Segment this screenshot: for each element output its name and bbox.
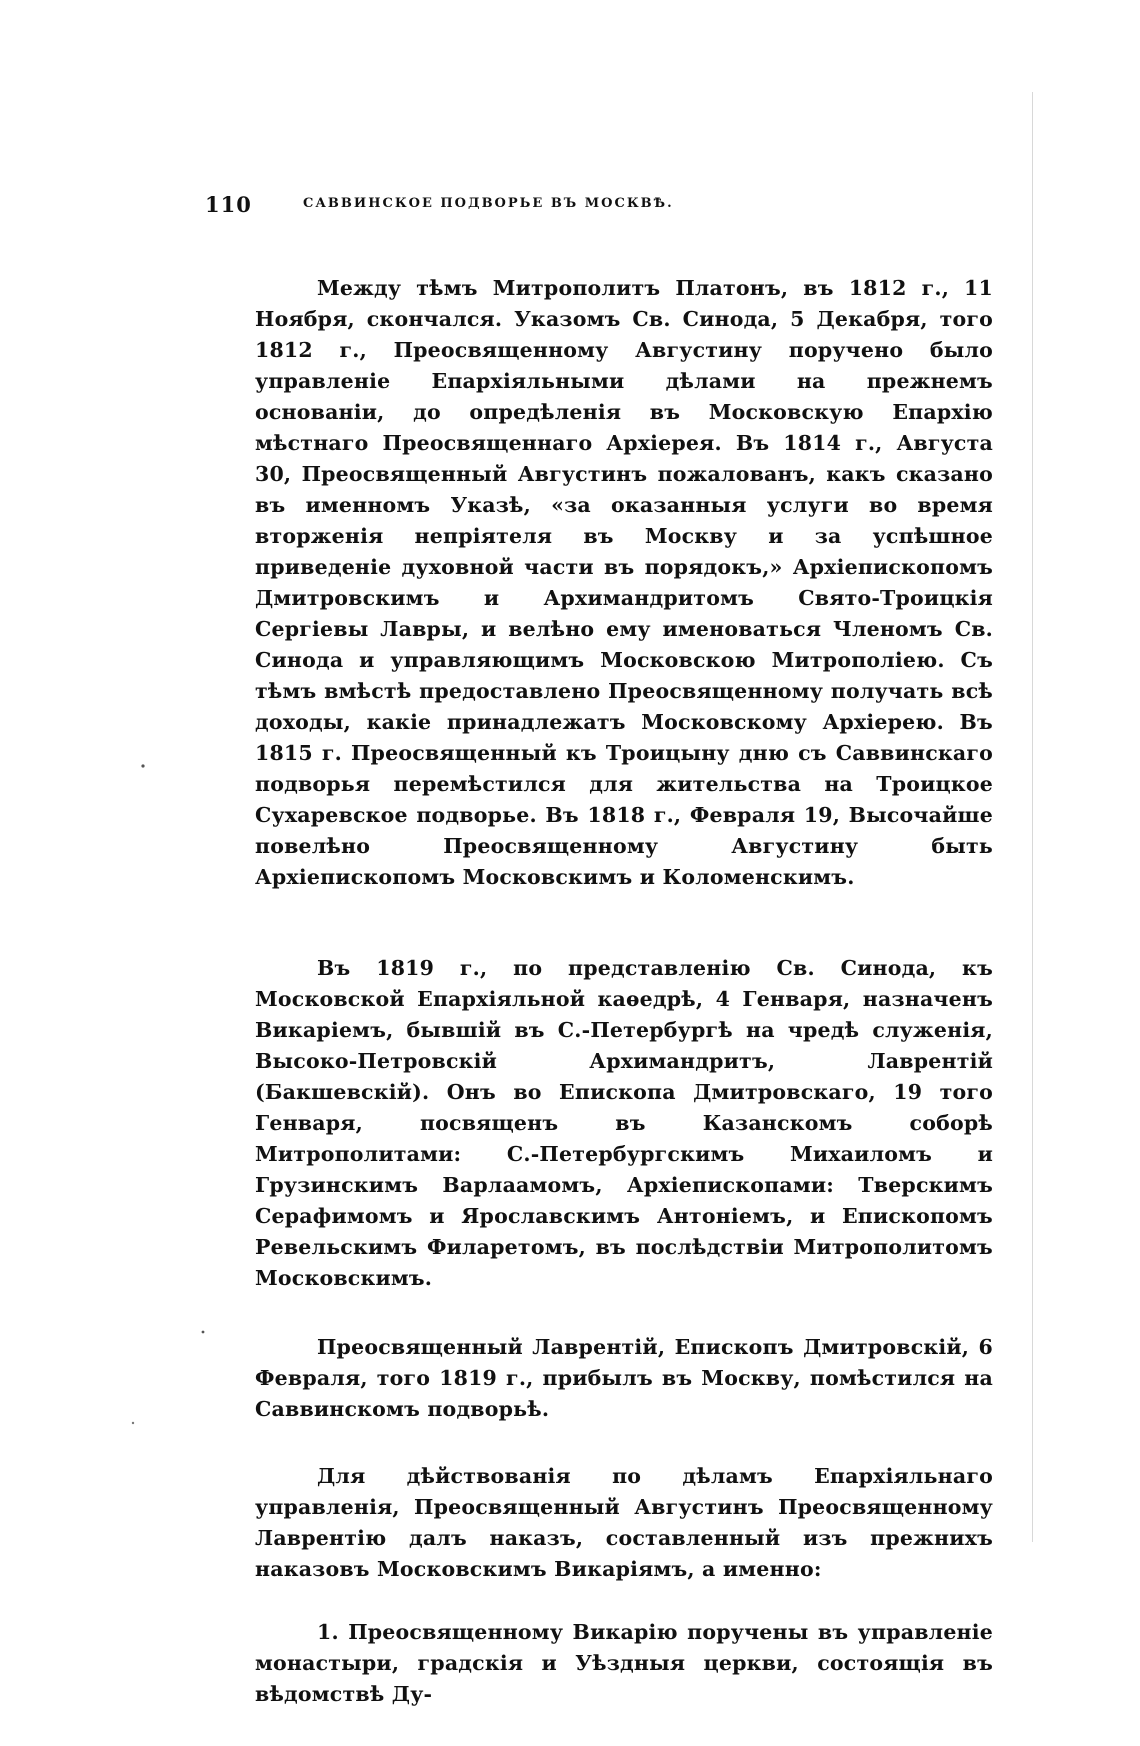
scan-speck xyxy=(202,1331,205,1334)
scan-speck xyxy=(132,1422,134,1424)
paragraph-2: Въ 1819 г., по представленію Св. Синода, къ Московской Епархіяльной каѳедрѣ, 4 Генваря, назначенъ Викаріемъ, бывшій въ С.-Петербургѣ на чредѣ служенія, Высоко-Петровскій Архимандритъ, Лаврентій (Бакшевскій). Онъ во Епископа Дмитровскаго, 19 того Генваря, посвященъ въ Казанскомъ соборѣ Митрополитами: С.-Петербургскимъ Михаиломъ и Грузинскимъ Варлаамомъ, Архіепископами: Тверскимъ Серафимомъ и Ярославскимъ Антоніемъ, и Епископомъ Ревельскимъ Филаретомъ, въ послѣдствіи Митрополитомъ Московскимъ. xyxy=(255,956,993,1290)
paragraph-5: 1. Преосвященному Викарію поручены въ управленіе монастыри, градскія и Уѣздныя церкви, состоящія въ вѣдомствѣ Ду- xyxy=(255,1620,993,1706)
scan-speck xyxy=(141,764,144,767)
paragraph-3: Преосвященный Лаврентій, Епископъ Дмитровскій, 6 Февраля, того 1819 г., прибылъ въ Москву, помѣстился на Саввинскомъ подворьѣ. xyxy=(255,1335,993,1421)
paragraph-4: Для дѣйствованія по дѣламъ Епархіяльнаго управленія, Преосвященный Августинъ Преосвященному Лаврентію далъ наказъ, составленный изъ прежнихъ наказовъ Московскимъ Викаріямъ, а именно: xyxy=(255,1464,993,1581)
page-number: 110 xyxy=(205,192,252,217)
paragraph-1: Между тѣмъ Митрополитъ Платонъ, въ 1812 г., 11 Ноября, скончался. Указомъ Св. Синода, 5 Декабря, того 1812 г., Преосвященному Августину поручено было управленіе Епархіяльными дѣлами на прежнемъ основаніи, до опредѣленія въ Московскую Епархію мѣстнаго Преосвященнаго Архіерея. Въ 1814 г., Августа 30, Преосвященный Августинъ пожалованъ, какъ сказано въ именномъ Указѣ, «за оказанныя услуги во время вторженія непріятеля въ Москву и за успѣшное приведеніе духовной части въ порядокъ,» Архіепископомъ Дмитровскимъ и Архимандритомъ Свято-Троицкія Сергіевы Лавры, и велѣно ему именоваться Членомъ Св. Синода и управляющимъ Московскою Митрополіею. Съ тѣмъ вмѣстѣ предоставлено Преосвященному получать всѣ доходы, какіе принадлежатъ Московскому Архіерею. Въ 1815 г. Преосвященный къ Троицыну дню съ Саввинскаго подворья перемѣстился для жительства на Троицкое Сухаревское подворье. Въ 1818 г., Февраля 19, Высочайше повелѣно Преосвященному Августину быть Архіепископомъ Московскимъ и Коломенскимъ. xyxy=(255,276,993,889)
running-head: САВВИНСКОЕ ПОДВОРЬЕ ВЪ МОСКВѢ. xyxy=(303,196,674,211)
